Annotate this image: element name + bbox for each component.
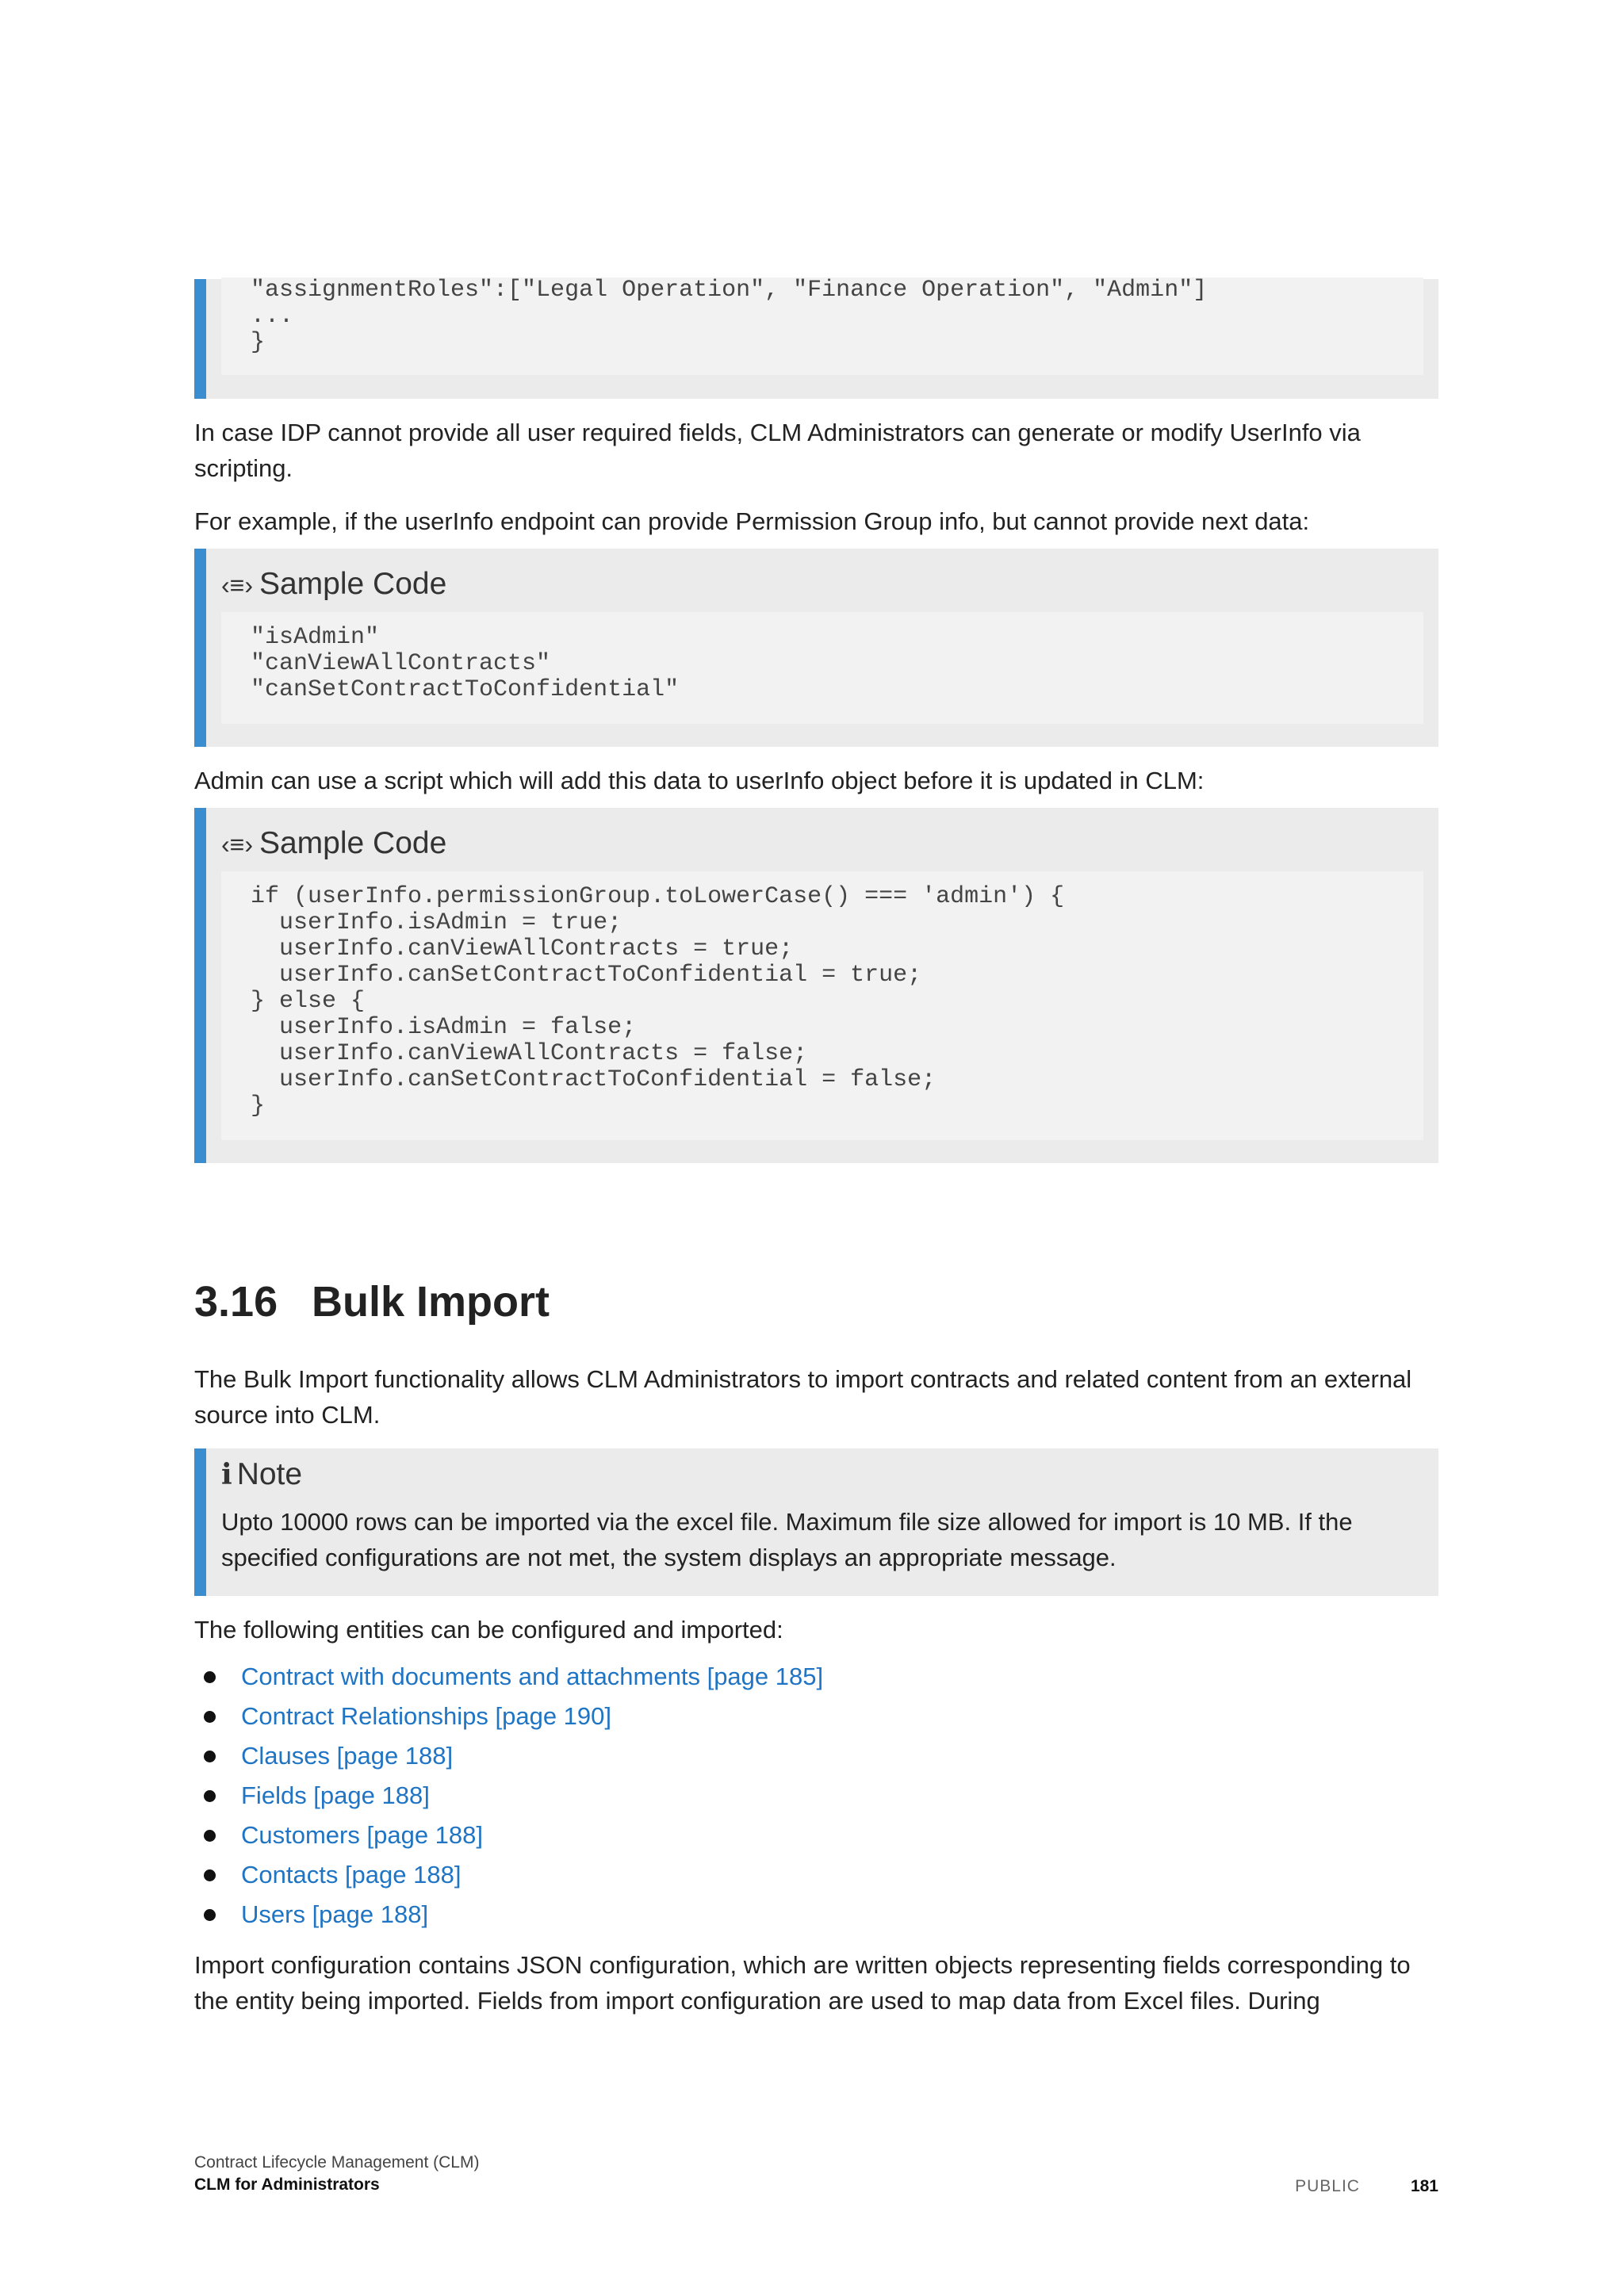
bullet [204, 1869, 216, 1881]
page-number: 181 [1410, 2177, 1438, 2195]
note-title: Note [236, 1457, 303, 1491]
code-text: "isAdmin" "canViewAllContracts" "canSetContractToConfidential" [221, 612, 1423, 724]
paragraph: Admin can use a script which will add this data to userInfo object before it is updated in CLM: [194, 767, 1205, 794]
entity-link-relationships[interactable]: Contract Relationships [page 190] [241, 1702, 612, 1730]
note-header [206, 1448, 1438, 1498]
sample-code-icon: ‹≡› [221, 830, 253, 859]
entity-link-customers[interactable]: Customers [page 188] [241, 1821, 484, 1849]
list-item [194, 1776, 1438, 1816]
section-heading [194, 1276, 1438, 1327]
sample-code-header [206, 808, 1438, 860]
entity-link-clauses[interactable]: Clauses [page 188] [241, 1742, 454, 1770]
paragraph: In case IDP cannot provide all user required fields, CLM Administrators can generate or modify UserInfo via scripting. [194, 419, 1361, 482]
note-body: Upto 10000 rows can be imported via the excel file. Maximum file size allowed for import is 10 MB. If the specified configurations are not met, the system displays an appropriate message. [221, 1508, 1353, 1571]
paragraph: The Bulk Import functionality allows CLM Administrators to import contracts and related content from an external source into CLM. [194, 1365, 1412, 1429]
page-content [194, 279, 1438, 2019]
entity-link-users[interactable]: Users [page 188] [241, 1900, 429, 1928]
bullet [204, 1711, 216, 1723]
sample-code-title: Sample Code [259, 567, 447, 601]
entity-link-fields[interactable]: Fields [page 188] [241, 1781, 430, 1809]
list-item [194, 1816, 1438, 1855]
bullet [204, 1751, 216, 1762]
entity-link-contacts[interactable]: Contacts [page 188] [241, 1861, 462, 1888]
list-item [194, 1657, 1438, 1697]
section-number: 3.16 [194, 1278, 278, 1326]
note-box [194, 1448, 1438, 1596]
footer-section: CLM for Administrators [194, 2175, 380, 2194]
list-item [194, 1697, 1438, 1736]
section-title: Bulk Import [312, 1278, 550, 1326]
list-item [194, 1736, 1438, 1776]
list-item [194, 1855, 1438, 1895]
sample-code-title: Sample Code [259, 826, 447, 860]
sample-code-icon: ‹≡› [221, 571, 253, 599]
sample-code-header [206, 549, 1438, 601]
sample-code-box [194, 808, 1438, 1163]
code-text: if (userInfo.permissionGroup.toLowerCase() === 'admin') { userInfo.isAdmin = true; userInfo.canViewAllContracts = true; userInfo.canSetContractToConfidential = true; } else { userInfo.isAdmin = false; userInfo.canViewAllContracts = false; userInfo.canSetContractToConfidential = false; } [221, 871, 1423, 1140]
entity-link-contract[interactable]: Contract with documents and attachments [page 185] [241, 1663, 824, 1690]
code-text: "assignmentRoles":["Legal Operation", "Finance Operation", "Admin"] ... } [221, 277, 1423, 375]
info-icon: i [221, 1458, 232, 1491]
page-footer [194, 2153, 1438, 2195]
code-block-continued [194, 279, 1438, 399]
bullet [204, 1830, 216, 1842]
paragraph: For example, if the userInfo endpoint can provide Permission Group info, but cannot provide next data: [194, 507, 1310, 535]
footer-classification: PUBLIC [1295, 2177, 1360, 2195]
sample-code-box [194, 549, 1438, 747]
footer-right [1295, 2177, 1438, 2196]
bullet [204, 1909, 216, 1921]
paragraph: The following entities can be configured and imported: [194, 1616, 783, 1644]
bullet [204, 1671, 216, 1683]
entity-list [194, 1657, 1438, 1934]
paragraph: Import configuration contains JSON configuration, which are written objects representing fields corresponding to the entity being imported. Fields from import configuration are used to map data from Excel files. During [194, 1951, 1411, 2015]
bullet [204, 1790, 216, 1802]
footer-doc-title: Contract Lifecycle Management (CLM) [194, 2153, 480, 2172]
list-item [194, 1895, 1438, 1934]
